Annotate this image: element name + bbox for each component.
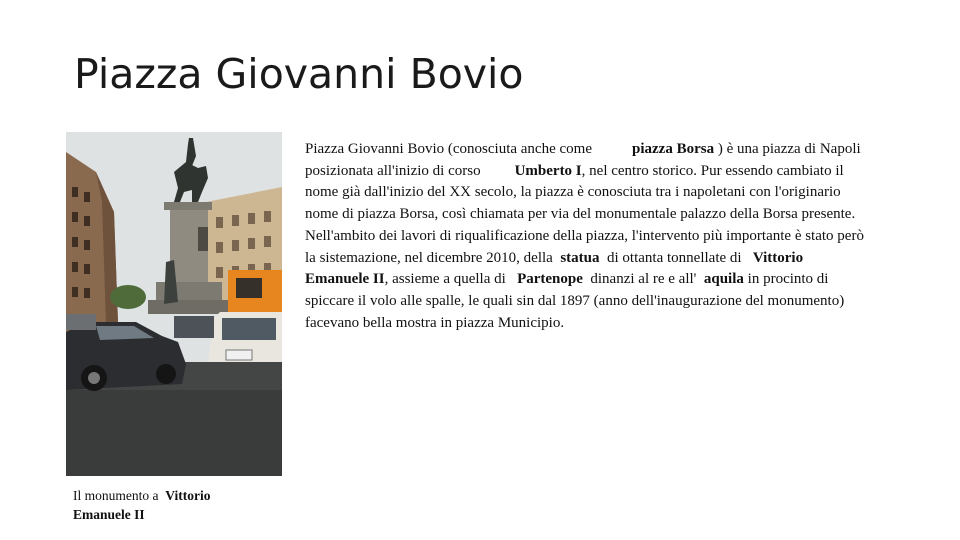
text-segment: dinanzi al re e all' xyxy=(590,271,697,288)
slide-title: Piazza Giovanni Bovio xyxy=(74,50,524,98)
link-partenope[interactable]: Partenope xyxy=(517,271,583,288)
text-segment: ) è una piazza di Napoli posizionata all'inizio di corso xyxy=(305,141,861,179)
link-statua[interactable]: statua xyxy=(560,249,600,266)
photo-caption xyxy=(73,486,273,524)
link-aquila[interactable]: aquila xyxy=(703,271,744,288)
caption-prefix: Il monumento a xyxy=(73,488,159,503)
text-segment: di ottanta tonnellate di xyxy=(607,249,742,266)
body-paragraph xyxy=(305,139,865,334)
caption-link-emanuele[interactable]: Emanuele II xyxy=(73,507,145,522)
link-piazza-borsa[interactable]: piazza Borsa xyxy=(632,141,715,157)
text-segment: , assieme a quella di xyxy=(384,271,506,288)
link-umberto-i[interactable]: Umberto I xyxy=(514,162,582,179)
text-segment: Piazza Giovanni Bovio (conosciuta anche come xyxy=(305,141,592,157)
caption-link-vittorio[interactable]: Vittorio xyxy=(165,488,211,503)
link-vittorio-emanuele-ii[interactable]: Vittorio Emanuele II xyxy=(305,249,804,288)
text-segment: , nel centro storico. Pur essendo cambiato il nome già dall'inizio del XX secolo, la piazza è conosciuta tra i napoletani con l'originario nome di piazza Borsa, così chiamata per via del monumentale palazzo della Borsa presente. Nell'ambito dei lavori di riqualificazione della piazza, l'intervento più importante è stato però la sistemazione, nel dicembre 2010, della xyxy=(305,162,864,266)
text-segment: in procinto di spiccare il volo alle spalle, le quali sin dal 1897 (anno dell'inaugurazione del monumento) facevano bella mostra in piazza Municipio. xyxy=(305,271,845,331)
monument-photo xyxy=(66,132,282,476)
